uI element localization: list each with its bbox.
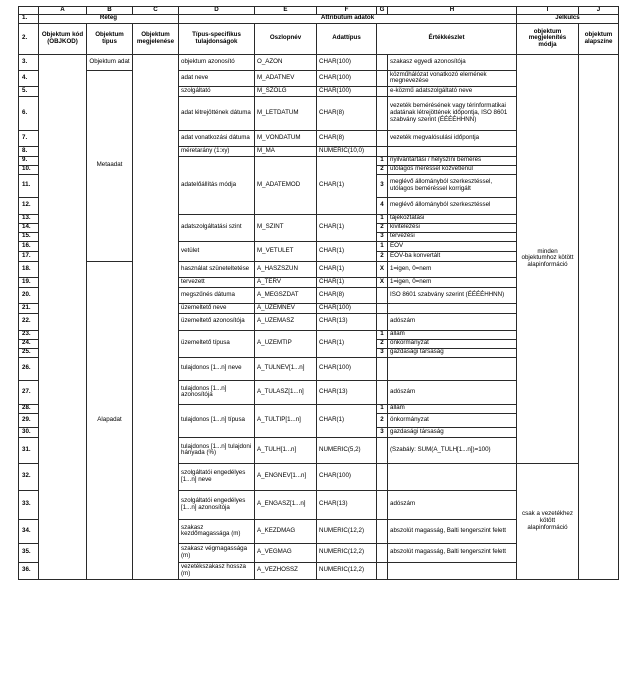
row-number: 35. <box>19 543 39 562</box>
ertek-kod-cell[interactable] <box>377 70 388 86</box>
ertek-kod-cell[interactable]: 1 <box>377 330 388 339</box>
tulajdonsag-cell[interactable]: méretarány (1:xy) <box>179 146 255 156</box>
row-number: 13. <box>19 214 39 223</box>
row-number: 36. <box>19 562 39 579</box>
oszlopnev-cell[interactable]: A_HASZSZUN <box>255 261 317 277</box>
header-jelkulcs[interactable]: Jelkulcs <box>517 14 619 23</box>
ertek-kod-cell[interactable] <box>377 490 388 519</box>
ertekkeszlet-cell[interactable]: 1=igen, 0=nem <box>388 261 517 277</box>
ertekkeszlet-cell[interactable]: önkormányzat <box>388 339 517 348</box>
oszlopnev-cell[interactable]: A_ENGASZ[1...n] <box>255 490 317 519</box>
tulajdonsag-cell[interactable]: tervezett <box>179 277 255 287</box>
tulajdonsag-cell[interactable]: adat létrejöttének dátuma <box>179 96 255 130</box>
oszlopnev-cell[interactable]: A_UZEMNEV <box>255 303 317 313</box>
adattipus-cell[interactable]: CHAR(100) <box>317 54 377 70</box>
ertekkeszlet-cell[interactable]: (Szabály: SUM(A_TULH[1...n])=100) <box>388 437 517 463</box>
ertekkeszlet-cell[interactable]: vezeték bemérésének vagy térinformatikai adatának létrejöttének időpontja, ISO 8601 szabvány szerint (ÉÉÉÉHHNN) <box>388 96 517 130</box>
row-number: 6. <box>19 96 39 130</box>
objektum-kod-cell[interactable] <box>39 54 87 579</box>
ertek-kod-cell[interactable] <box>377 86 388 96</box>
ertek-kod-cell[interactable]: 2 <box>377 339 388 348</box>
tulajdonsag-cell[interactable]: szolgáltató <box>179 86 255 96</box>
tulajdonsag-cell[interactable]: tulajdonos [1...n] neve <box>179 357 255 380</box>
row-number: 30. <box>19 427 39 437</box>
ertek-kod-cell[interactable] <box>377 357 388 380</box>
ertek-kod-cell[interactable] <box>377 380 388 404</box>
tulajdonsag-cell[interactable]: szolgáltatói engedélyes [1...n] azonosítója <box>179 490 255 519</box>
row-number: 21. <box>19 303 39 313</box>
group-alapadat[interactable]: Alapadat <box>87 261 133 579</box>
oszlopnev-cell[interactable]: M_VONDATUM <box>255 130 317 146</box>
ertekkeszlet-cell[interactable]: utólagos méréssel közvetlenül <box>388 165 517 174</box>
row-number: 14. <box>19 223 39 232</box>
row-number: 11. <box>19 174 39 197</box>
row-number: 33. <box>19 490 39 519</box>
adattipus-cell[interactable]: CHAR(100) <box>317 357 377 380</box>
header-objektum-megjelenese[interactable]: Objektum megjelenése <box>133 23 179 54</box>
ertek-kod-cell[interactable] <box>377 543 388 562</box>
ertekkeszlet-cell[interactable] <box>388 357 517 380</box>
adattipus-cell[interactable]: CHAR(13) <box>317 313 377 330</box>
ertek-kod-cell[interactable]: 3 <box>377 174 388 197</box>
oszlopnev-cell[interactable]: A_KEZDMAG <box>255 519 317 543</box>
tulajdonsag-cell[interactable]: üzemeltető típusa <box>179 330 255 357</box>
column-letter[interactable]: E <box>255 7 317 15</box>
tulajdonsag-cell[interactable]: üzemeltető azonosítója <box>179 313 255 330</box>
adattipus-cell[interactable]: CHAR(100) <box>317 86 377 96</box>
oszlopnev-cell[interactable]: A_TULH[1...n] <box>255 437 317 463</box>
ertekkeszlet-cell[interactable]: adószám <box>388 380 517 404</box>
ertekkeszlet-cell[interactable]: szakasz egyedi azonosítója <box>388 54 517 70</box>
row-number: 27. <box>19 380 39 404</box>
ertekkeszlet-cell[interactable]: nyilvántartási / helyszíni bemérés <box>388 156 517 165</box>
column-letter-row <box>19 7 619 15</box>
row-number: 5. <box>19 86 39 96</box>
ertek-kod-cell[interactable] <box>377 562 388 579</box>
ertek-kod-cell[interactable]: 3 <box>377 232 388 241</box>
ertekkeszlet-cell[interactable] <box>388 146 517 156</box>
row-number: 15. <box>19 232 39 241</box>
ertekkeszlet-cell[interactable]: EOV-ba konvertált <box>388 251 517 261</box>
adattipus-cell[interactable]: CHAR(1) <box>317 156 377 214</box>
ertek-kod-cell[interactable] <box>377 519 388 543</box>
column-letter[interactable]: B <box>87 7 133 15</box>
oszlopnev-cell[interactable]: A_TULNEV[1...n] <box>255 357 317 380</box>
attribute-table <box>18 6 619 580</box>
ertekkeszlet-cell[interactable]: abszolút magasság, Balti tengerszint felett <box>388 519 517 543</box>
row-number: 29. <box>19 413 39 427</box>
row-number: 28. <box>19 404 39 413</box>
ertek-kod-cell[interactable]: 2 <box>377 165 388 174</box>
oszlopnev-cell[interactable]: A_UZEMASZ <box>255 313 317 330</box>
oszlopnev-cell[interactable]: A_TULASZ[1...n] <box>255 380 317 404</box>
tulajdonsag-cell[interactable]: tulajdonos [1...n] azonosítója <box>179 380 255 404</box>
adattipus-cell[interactable]: CHAR(8) <box>317 96 377 130</box>
oszlopnev-cell[interactable]: A_TULTIP[1...n] <box>255 404 317 437</box>
tulajdonsag-cell[interactable]: adatelőállítás módja <box>179 156 255 214</box>
ertek-kod-cell[interactable] <box>377 313 388 330</box>
oszlopnev-cell[interactable]: M_LETDATUM <box>255 96 317 130</box>
group-metaadat[interactable]: Metaadat <box>87 70 133 261</box>
oszlopnev-cell[interactable]: M_SZINT <box>255 214 317 241</box>
ertek-kod-cell[interactable]: 3 <box>377 348 388 357</box>
adattipus-cell[interactable]: CHAR(8) <box>317 130 377 146</box>
ertekkeszlet-cell[interactable] <box>388 303 517 313</box>
adattipus-cell[interactable]: CHAR(13) <box>317 380 377 404</box>
ertek-kod-cell[interactable]: 2 <box>377 223 388 232</box>
oszlopnev-cell[interactable]: A_VEGMAG <box>255 543 317 562</box>
row-number: 26. <box>19 357 39 380</box>
adattipus-cell[interactable]: NUMERIC(10,0) <box>317 146 377 156</box>
tulajdonsag-cell[interactable]: szakasz végmagassága (m) <box>179 543 255 562</box>
row-number: 20. <box>19 287 39 303</box>
ertekkeszlet-cell[interactable]: gazdasági társaság <box>388 427 517 437</box>
group-minden-objektum[interactable]: minden objektumhoz kötött alapinformáció <box>517 54 579 463</box>
adattipus-cell[interactable]: CHAR(1) <box>317 214 377 241</box>
row-number: 3. <box>19 54 39 70</box>
tulajdonsag-cell[interactable]: objektum azonosító <box>179 54 255 70</box>
tulajdonsag-cell[interactable]: adat neve <box>179 70 255 86</box>
tulajdonsag-cell[interactable]: adat vonatkozási dátuma <box>179 130 255 146</box>
row-number: 9. <box>19 156 39 165</box>
oszlopnev-cell[interactable]: A_ENGNEV[1...n] <box>255 463 317 490</box>
column-letter[interactable]: D <box>179 7 255 15</box>
alapszin-cell[interactable] <box>579 54 619 579</box>
ertek-kod-cell[interactable] <box>377 287 388 303</box>
tulajdonsag-cell[interactable]: tulajdonos [1...n] tulajdoni hányada (%) <box>179 437 255 463</box>
tulajdonsag-cell[interactable]: használat szüneteltetése <box>179 261 255 277</box>
adattipus-cell[interactable]: CHAR(100) <box>317 303 377 313</box>
ertek-kod-cell[interactable]: 1 <box>377 404 388 413</box>
oszlopnev-cell[interactable]: A_VEZHOSSZ <box>255 562 317 579</box>
tulajdonsag-cell[interactable]: megszűnés dátuma <box>179 287 255 303</box>
oszlopnev-cell[interactable]: M_ADATNEV <box>255 70 317 86</box>
column-letter[interactable]: C <box>133 7 179 15</box>
column-letter[interactable]: J <box>579 7 619 15</box>
tulajdonsag-cell[interactable]: szolgáltatói engedélyes [1...n] neve <box>179 463 255 490</box>
ertek-kod-cell[interactable]: 1 <box>377 241 388 251</box>
ertekkeszlet-cell[interactable]: kivitelezési <box>388 223 517 232</box>
header-objektum-tipus[interactable]: Objektum típus <box>87 23 133 54</box>
group-objektum-adat[interactable]: Objektum adat <box>87 54 133 70</box>
header-tipus-specifikus[interactable]: Típus-specifikus tulajdonságok <box>179 23 255 54</box>
ertek-kod-cell[interactable]: 2 <box>377 413 388 427</box>
ertekkeszlet-cell[interactable]: állam <box>388 404 517 413</box>
ertek-kod-cell[interactable]: 4 <box>377 197 388 214</box>
ertek-kod-cell[interactable] <box>377 54 388 70</box>
ertekkeszlet-cell[interactable]: adószám <box>388 490 517 519</box>
oszlopnev-cell[interactable]: M_ADATEMOD <box>255 156 317 214</box>
ertekkeszlet-cell[interactable]: közműhálózat vonatkozó elemének megnevezése <box>388 70 517 86</box>
ertekkeszlet-cell[interactable]: meglévő állományból szerkesztéssel, utólagos beméréssel korrigált <box>388 174 517 197</box>
ertek-kod-cell[interactable] <box>377 96 388 130</box>
ertek-kod-cell[interactable] <box>377 130 388 146</box>
ertek-kod-cell[interactable]: 1 <box>377 156 388 165</box>
ertekkeszlet-cell[interactable]: adószám <box>388 313 517 330</box>
column-letter[interactable]: A <box>39 7 87 15</box>
header-row-2 <box>19 23 619 54</box>
group-csak-vezetekhez[interactable]: csak a vezetékhez kötött alapinformáció <box>517 463 579 579</box>
ertekkeszlet-cell[interactable] <box>388 463 517 490</box>
tulajdonsag-cell[interactable]: tulajdonos [1...n] típusa <box>179 404 255 437</box>
oszlopnev-cell[interactable]: M_SZOLG <box>255 86 317 96</box>
adattipus-cell[interactable]: CHAR(1) <box>317 404 377 437</box>
row-number: 31. <box>19 437 39 463</box>
row-number: 7. <box>19 130 39 146</box>
ertek-kod-cell[interactable] <box>377 437 388 463</box>
adattipus-cell[interactable]: CHAR(1) <box>317 261 377 277</box>
objektum-megjelenese-cell[interactable] <box>133 54 179 579</box>
header-megjelenites-modja[interactable]: objektum megjelenítés módja <box>517 23 579 54</box>
header-reteg[interactable]: Réteg <box>39 14 179 23</box>
ertekkeszlet-cell[interactable]: meglévő állományból szerkesztéssel <box>388 197 517 214</box>
row-number: 32. <box>19 463 39 490</box>
header-adattipus[interactable]: Adattípus <box>317 23 377 54</box>
ertek-kod-cell[interactable]: 2 <box>377 251 388 261</box>
adattipus-cell[interactable]: NUMERIC(12,2) <box>317 543 377 562</box>
tulajdonsag-cell[interactable]: szakasz kezdőmagassága (m) <box>179 519 255 543</box>
ertekkeszlet-cell[interactable]: EOV <box>388 241 517 251</box>
ertek-kod-cell[interactable]: X <box>377 277 388 287</box>
tulajdonsag-cell[interactable]: adatszolgáltatási szint <box>179 214 255 241</box>
row-number: 12. <box>19 197 39 214</box>
header-alapszine[interactable]: objektum alapszíne <box>579 23 619 54</box>
ertek-kod-cell[interactable]: X <box>377 261 388 277</box>
ertekkeszlet-cell[interactable]: tájékoztatási <box>388 214 517 223</box>
row-number: 18. <box>19 261 39 277</box>
adattipus-cell[interactable]: CHAR(100) <box>317 463 377 490</box>
header-objektum-kod[interactable]: Objektum kód (OBJKOD) <box>39 23 87 54</box>
adattipus-cell[interactable]: CHAR(1) <box>317 241 377 261</box>
tulajdonsag-cell[interactable]: üzemeltető neve <box>179 303 255 313</box>
ertek-kod-cell[interactable]: 1 <box>377 214 388 223</box>
row-number: 19. <box>19 277 39 287</box>
adattipus-cell[interactable]: NUMERIC(5,2) <box>317 437 377 463</box>
ertekkeszlet-cell[interactable] <box>388 562 517 579</box>
table-row <box>19 54 619 70</box>
column-letter[interactable]: H <box>388 7 517 15</box>
ertekkeszlet-cell[interactable]: vezeték megvalósulási időpontja <box>388 130 517 146</box>
ertekkeszlet-cell[interactable]: tervezési <box>388 232 517 241</box>
header-oszlopnev[interactable]: Oszlopnév <box>255 23 317 54</box>
ertekkeszlet-cell[interactable]: önkormányzat <box>388 413 517 427</box>
row-number: 17. <box>19 251 39 261</box>
row-number: 24. <box>19 339 39 348</box>
ertek-kod-cell[interactable] <box>377 146 388 156</box>
row-number: 1. <box>19 14 39 23</box>
oszlopnev-cell[interactable]: A_TERV <box>255 277 317 287</box>
adattipus-cell[interactable]: CHAR(1) <box>317 277 377 287</box>
row-number: 2. <box>19 23 39 54</box>
ertek-kod-cell[interactable] <box>377 303 388 313</box>
ertekkeszlet-cell[interactable]: abszolút magasság, Balti tengerszint felett <box>388 543 517 562</box>
row-number: 10. <box>19 165 39 174</box>
ertekkeszlet-cell[interactable]: 1=igen, 0=nem <box>388 277 517 287</box>
adattipus-cell[interactable]: CHAR(8) <box>317 287 377 303</box>
column-letter[interactable]: G <box>377 7 388 15</box>
adattipus-cell[interactable]: NUMERIC(12,2) <box>317 519 377 543</box>
adattipus-cell[interactable]: NUMERIC(12,2) <box>317 562 377 579</box>
header-attributum-adatok[interactable]: Attribútum adatok <box>179 14 517 23</box>
corner-cell <box>19 7 39 15</box>
oszlopnev-cell[interactable]: A_MEGSZDAT <box>255 287 317 303</box>
row-number: 8. <box>19 146 39 156</box>
ertek-kod-cell[interactable]: 3 <box>377 427 388 437</box>
column-letter[interactable]: I <box>517 7 579 15</box>
oszlopnev-cell[interactable]: O_AZON <box>255 54 317 70</box>
row-number: 16. <box>19 241 39 251</box>
adattipus-cell[interactable]: CHAR(13) <box>317 490 377 519</box>
ertekkeszlet-cell[interactable]: ISO 8601 szabvány szerint (ÉÉÉÉHHNN) <box>388 287 517 303</box>
oszlopnev-cell[interactable]: M_VETULET <box>255 241 317 261</box>
header-ertekkeszlet[interactable]: Értékkészlet <box>377 23 517 54</box>
header-row-1 <box>19 14 619 23</box>
ertekkeszlet-cell[interactable]: állam <box>388 330 517 339</box>
column-letter[interactable]: F <box>317 7 377 15</box>
ertekkeszlet-cell[interactable]: e-közmű adatszolgáltató neve <box>388 86 517 96</box>
row-number: 23. <box>19 330 39 339</box>
row-number: 4. <box>19 70 39 86</box>
row-number: 22. <box>19 313 39 330</box>
ertekkeszlet-cell[interactable]: gazdasági társaság <box>388 348 517 357</box>
oszlopnev-cell[interactable]: M_MA <box>255 146 317 156</box>
oszlopnev-cell[interactable]: A_UZEMTIP <box>255 330 317 357</box>
row-number: 34. <box>19 519 39 543</box>
adattipus-cell[interactable]: CHAR(1) <box>317 330 377 357</box>
tulajdonsag-cell[interactable]: vetület <box>179 241 255 261</box>
adattipus-cell[interactable]: CHAR(100) <box>317 70 377 86</box>
ertek-kod-cell[interactable] <box>377 463 388 490</box>
tulajdonsag-cell[interactable]: vezetékszakasz hossza (m) <box>179 562 255 579</box>
row-number: 25. <box>19 348 39 357</box>
